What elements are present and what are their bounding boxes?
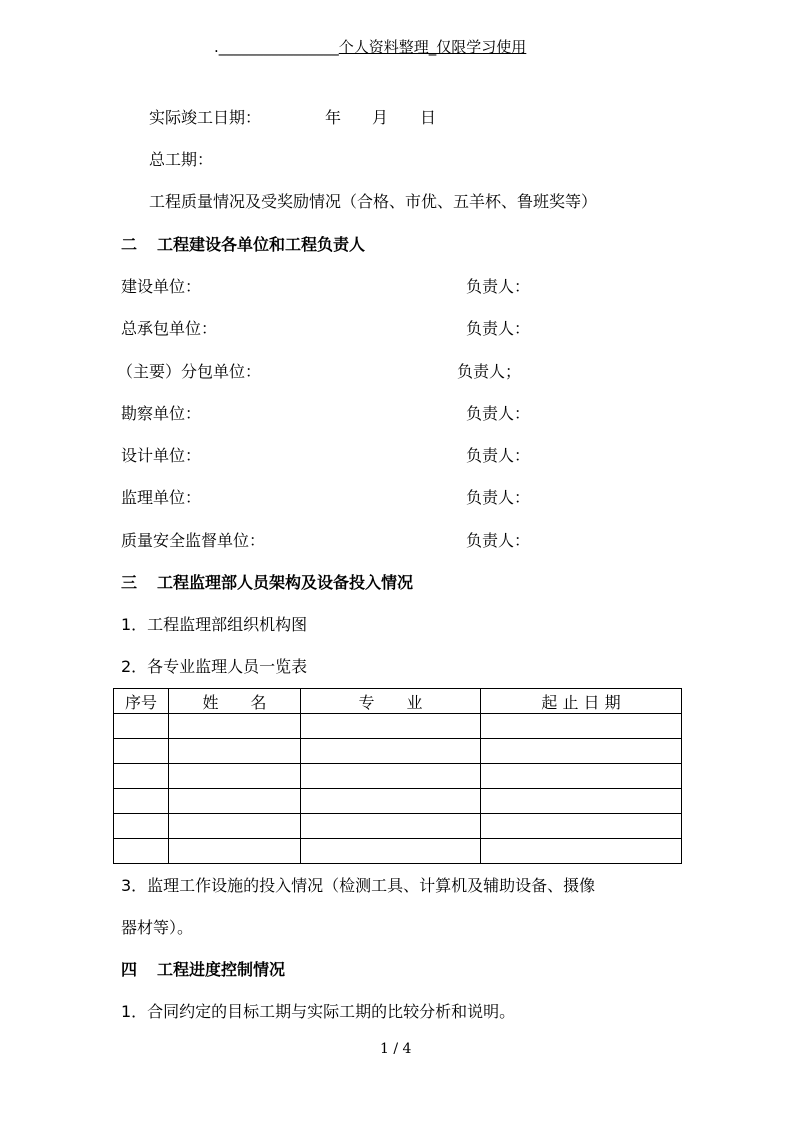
table-cell — [169, 764, 301, 789]
column-header: 姓 名 — [169, 689, 301, 714]
column-header: 序号 — [114, 689, 169, 714]
table-row — [114, 764, 682, 789]
table-cell — [114, 814, 169, 839]
table-cell — [301, 739, 481, 764]
person-label: 负责人； — [457, 362, 522, 381]
table-cell — [481, 814, 682, 839]
completion-month: 月 — [372, 108, 389, 127]
header-dashes: .________________ — [214, 38, 339, 56]
facilities-item-line2: 器材等）。 — [121, 918, 194, 937]
table-row — [114, 714, 682, 739]
section3-heading: 工程监理部人员架构及设备投入情况 — [157, 573, 414, 592]
table-cell — [481, 739, 682, 764]
unit-label: 总承包单位： — [121, 319, 218, 338]
table-cell — [301, 814, 481, 839]
table-row — [114, 739, 682, 764]
table-cell — [481, 714, 682, 739]
table-cell — [114, 739, 169, 764]
table-cell — [301, 714, 481, 739]
table-cell — [481, 789, 682, 814]
page-number: 1 / 4 — [380, 1041, 412, 1057]
person-label: 负责人： — [466, 277, 531, 296]
table-cell — [481, 764, 682, 789]
table-cell — [169, 789, 301, 814]
section2-number: 二 — [121, 235, 138, 254]
person-label: 负责人： — [466, 319, 531, 338]
staff-table — [113, 688, 682, 864]
person-label: 负责人： — [466, 404, 531, 423]
facilities-item-line1: 3．监理工作设施的投入情况（检测工具、计算机及辅助设备、摄像 — [121, 876, 596, 895]
table-cell — [169, 839, 301, 864]
person-label: 负责人： — [466, 488, 531, 507]
table-cell — [169, 714, 301, 739]
total-period-label: 总工期： — [149, 150, 214, 169]
unit-label: 监理单位： — [121, 488, 202, 507]
table-row — [114, 789, 682, 814]
schedule-comparison-item: 1．合同约定的目标工期与实际工期的比较分析和说明。 — [121, 1002, 516, 1021]
person-label: 负责人： — [466, 446, 531, 465]
unit-label: 质量安全监督单位： — [121, 531, 266, 550]
person-label: 负责人： — [466, 531, 531, 550]
section2-heading: 工程建设各单位和工程负责人 — [157, 235, 366, 254]
column-header: 起 止 日 期 — [481, 689, 682, 714]
page-header — [214, 36, 526, 57]
section4-heading: 工程进度控制情况 — [157, 960, 286, 979]
unit-label: 勘察单位： — [121, 404, 202, 423]
unit-label: （主要）分包单位： — [117, 362, 262, 381]
unit-label: 设计单位： — [121, 446, 202, 465]
completion-date-label: 实际竣工日期： — [149, 108, 262, 127]
completion-year: 年 — [325, 108, 342, 127]
table-cell — [114, 714, 169, 739]
completion-day: 日 — [420, 108, 437, 127]
unit-label: 建设单位： — [121, 277, 202, 296]
table-header-row — [114, 689, 682, 714]
column-header: 专 业 — [301, 689, 481, 714]
table-cell — [169, 739, 301, 764]
table-cell — [114, 839, 169, 864]
table-row — [114, 839, 682, 864]
staff-list-item: 2．各专业监理人员一览表 — [121, 657, 308, 676]
table-cell — [481, 839, 682, 864]
quality-awards-text: 工程质量情况及受奖励情况（合格、市优、五羊杯、鲁班奖等） — [149, 192, 598, 211]
org-chart-item: 1．工程监理部组织机构图 — [121, 615, 308, 634]
table-cell — [169, 814, 301, 839]
table-cell — [114, 789, 169, 814]
table-cell — [301, 789, 481, 814]
table-cell — [114, 764, 169, 789]
table-cell — [301, 839, 481, 864]
section3-number: 三 — [121, 573, 138, 592]
section4-number: 四 — [121, 960, 138, 979]
table-cell — [301, 764, 481, 789]
header-title: 个人资料整理_仅限学习使用 — [338, 38, 527, 56]
table-row — [114, 814, 682, 839]
